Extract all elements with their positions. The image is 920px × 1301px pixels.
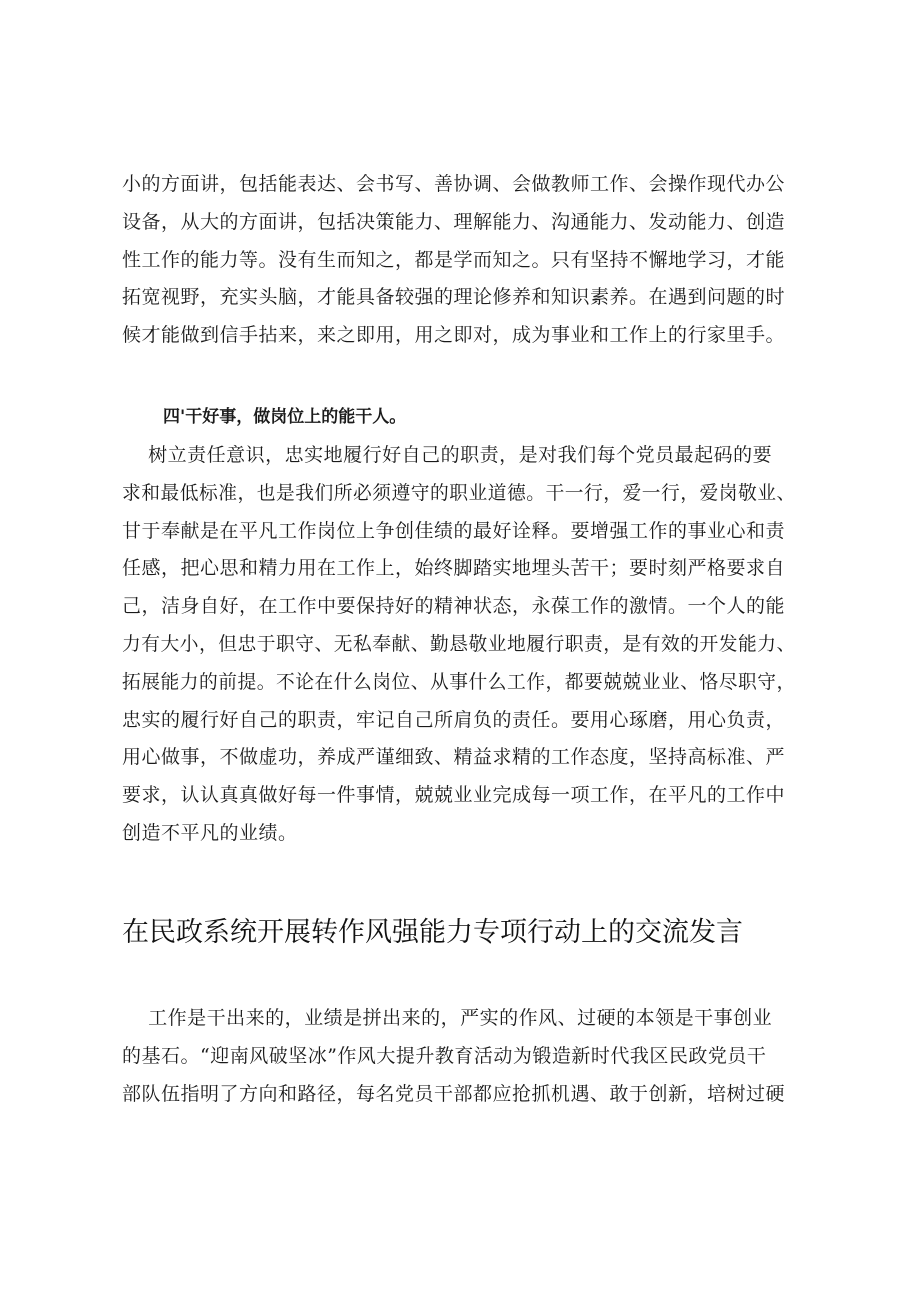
paragraph-abilities xyxy=(122,166,802,355)
paragraph-line: 设备，从大的方面讲，包括决策能力、理解能力、沟通能力、发动能力、创造 xyxy=(122,210,786,233)
paragraph-line: 候才能做到信手拈来，来之即用，用之即对，成为事业和工作上的行家里手。 xyxy=(122,324,786,347)
paragraph-line: 己，洁身自好，在工作中要保持好的精神状态，永葆工作的激情。一个人的能 xyxy=(122,595,786,618)
paragraph-responsibility xyxy=(122,437,802,853)
paragraph-line: 工作是干出来的，业绩是拼出来的，严实的作风、过硬的本领是干事创业 xyxy=(122,1007,773,1029)
paragraph-line: 力有大小，但忠于职守、无私奉献、勤恳敬业地履行职责，是有效的开发能力、 xyxy=(122,633,796,655)
paragraph-line: 任感，把心思和精力用在工作上，始终脚踏实地埋头苦干；要时刻严格要求自 xyxy=(122,557,786,580)
paragraph-line: 忠实的履行好自己的职责，牢记自己所肩负的责任。要用心琢磨，用心负责， xyxy=(122,708,786,731)
document-title: 在民政系统开展转作风强能力专项行动上的交流发言 xyxy=(122,917,743,948)
paragraph-line: 拓宽视野，充实头脑，才能具备较强的理论修养和知识素养。在遇到问题的时 xyxy=(122,286,786,309)
paragraph-line: 性工作的能力等。没有生而知之，都是学而知之。只有坚持不懈地学习，才能 xyxy=(122,248,786,271)
paragraph-line: 求和最低标准，也是我们所必须遵守的职业道德。干一行，爱一行，爱岗敬业、 xyxy=(122,482,796,504)
paragraph-line: 部队伍指明了方向和路径，每名党员干部都应抢抓机遇、敢于创新，培树过硬 xyxy=(122,1082,786,1105)
paragraph-speech-intro xyxy=(122,1000,802,1113)
paragraph-line: 的基石。“迎南风破坚冰”作风大提升教育活动为锻造新时代我区民政党员干 xyxy=(122,1044,767,1067)
paragraph-line: 拓展能力的前提。不论在什么岗位、从事什么工作，都要兢兢业业、恪尽职守， xyxy=(122,671,796,693)
paragraph-line: 小的方面讲，包括能表达、会书写、善协调、会做教师工作、会操作现代办公 xyxy=(122,173,786,195)
paragraph-line: 要求，认认真真做好每一件事情，兢兢业业完成每一项工作，在平凡的工作中 xyxy=(122,784,786,807)
paragraph-line: 甘于奉献是在平凡工作岗位上争创佳绩的最好诠释。要增强工作的事业心和责 xyxy=(122,519,786,542)
section-heading: 四'干好事，做岗位上的能干人。 xyxy=(163,407,407,427)
paragraph-line: 树立责任意识，忠实地履行好自己的职责，是对我们每个党员最起码的要 xyxy=(122,444,773,466)
paragraph-line: 创造不平凡的业绩。 xyxy=(122,821,298,844)
paragraph-line: 用心做事，不做虚功，养成严谨细致、精益求精的工作态度，坚持高标准、严 xyxy=(122,746,786,769)
